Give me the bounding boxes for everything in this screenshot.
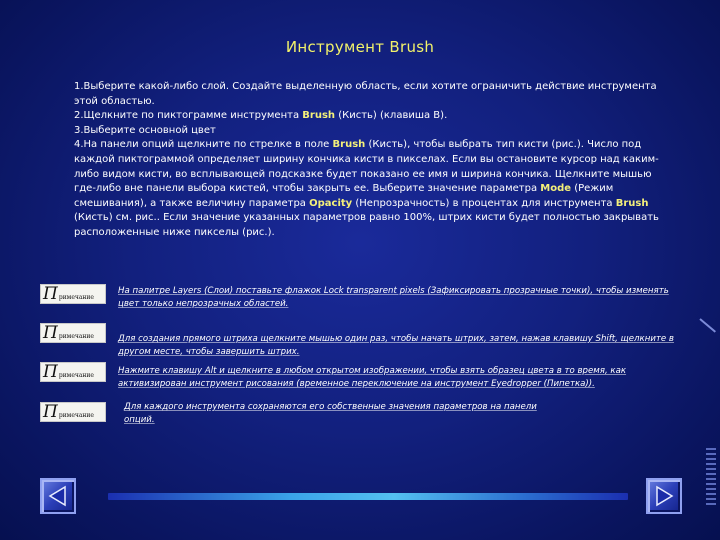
note-icon-letter: П (43, 284, 58, 304)
step-2 (74, 109, 670, 124)
progress-bar (108, 493, 628, 500)
decorative-stripe (706, 448, 716, 508)
note-icon-word: римечание (58, 372, 94, 379)
note-icon-letter: П (43, 323, 58, 343)
next-slide-button[interactable] (646, 478, 682, 514)
step-4-opacity: Opacity (309, 197, 353, 209)
note-2 (118, 333, 678, 359)
triangle-left-icon (42, 480, 74, 512)
note-icon-1 (40, 284, 106, 304)
step-4-post: (Кисть), чтобы выбрать тип кисти (рис.). Число под каждой пиктограммой определяет ширину кончика кисти в пикселах. Если вы остановите курсор над каким-либо видом кисти, во всплывающей подсказке будет показано ее имя и ширина кончика. Щелкните мышью где-либо вне панели выбора кистей, чтобы закрыть ее. Выберите значение параметра (74, 139, 659, 195)
decorative-line (699, 318, 716, 332)
triangle-right-icon (648, 480, 680, 512)
step-2-post: (Кисть) (клавиша В). (335, 110, 448, 122)
step-1-text: 1.Выберите какой-либо слой. Создайте выделенную область, если хотите ограничить действие инструмента этой областью. (74, 81, 657, 107)
note-4 (124, 401, 544, 427)
steps-text (74, 80, 670, 241)
note-3-text: Нажмите клавишу Alt и щелкните в любом открытом изображении, чтобы взять образец цвета в то время, как активизирован инструмент рисования (временное переключение на инструмент Eyedropper (Пипетка)). (118, 366, 627, 389)
step-2-bold: Brush (302, 110, 336, 122)
note-icon-4 (40, 402, 106, 422)
step-4-mode: Mode (540, 183, 572, 195)
note-1-text: На палитре Layers (Слои) поставьте флажок Lock transparent pixels (Зафиксировать прозрачные точки), чтобы изменять цвет только непрозрачных областей. (118, 286, 669, 309)
slide-title: Инструмент Brush (285, 38, 435, 56)
step-2-pre: 2.Щелкните по пиктограмме инструмента (74, 110, 303, 122)
note-icon-word: римечание (58, 333, 94, 340)
note-icon-word: римечание (58, 412, 94, 419)
step-4-opacity-post: (Непрозрачность) в процентах для инструмента (352, 197, 616, 209)
prev-slide-button[interactable] (40, 478, 76, 514)
note-2-text: Для создания прямого штриха щелкните мышью один раз, чтобы начать штрих, затем, нажав клавишу Shift, щелкните в другом месте, чтобы завершить штрих. (118, 334, 675, 357)
note-icon-letter: П (43, 362, 58, 382)
note-1 (118, 285, 678, 311)
note-icon-2 (40, 323, 106, 343)
step-4-mode-post: (Режим смешивания), а также величину параметра (74, 183, 614, 209)
step-1 (74, 80, 670, 109)
note-icon-3 (40, 362, 106, 382)
step-4 (74, 138, 670, 240)
step-4-bold: Brush (332, 139, 366, 151)
step-4-brush-post: (Кисть) см. рис.. Если значение указанных параметров равно 100%, штрих кисти будет полностью закрывать расположенные ниже пикселы (рис.). (74, 212, 659, 238)
note-icon-word: римечание (58, 294, 94, 301)
step-3 (74, 124, 670, 139)
step-3-text: 3.Выберите основной цвет (74, 124, 216, 136)
note-icon-letter: П (43, 402, 58, 422)
note-4-text: Для каждого инструмента сохраняются его собственные значения параметров на панели опций. (124, 402, 537, 425)
note-3 (118, 365, 678, 391)
step-4-pre: 4.На панели опций щелкните по стрелке в поле (74, 139, 333, 151)
step-4-brush: Brush (615, 197, 649, 209)
